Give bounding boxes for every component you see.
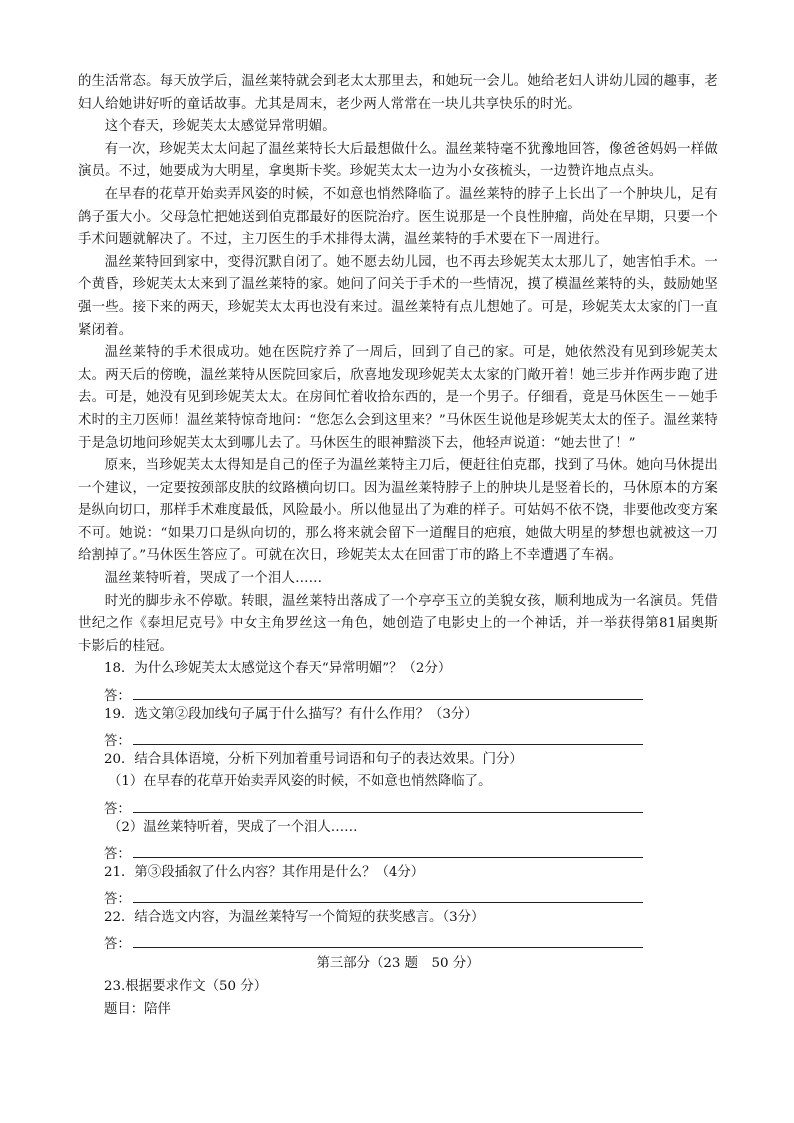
essay-title: 题目：陪伴 bbox=[104, 1001, 171, 1017]
answer-underline bbox=[133, 812, 643, 813]
reading-passage bbox=[78, 71, 718, 1021]
question-20: 20．结合具体语境，分析下列加着重号词语和句子的表达效果。门分） bbox=[104, 751, 523, 767]
answer-label: 答： bbox=[104, 937, 131, 953]
passage-paragraph: 温丝莱特听着，哭成了一个泪人…… bbox=[104, 571, 323, 587]
passage-paragraph: 有一次，珍妮芙太太问起了温丝莱特长大后最想做什么。温丝莱特毫不犹豫地回答，像爸爸妈妈一样做演员。不过，她要成为大明星，拿奥斯卡奖。珍妮芙太太一边为小女孩梳头，一边赞许地点点头。 bbox=[78, 141, 718, 180]
answer-label: 答： bbox=[104, 733, 131, 749]
answer-line[interactable] bbox=[78, 794, 718, 817]
question-18: 18．为什么珍妮芙太太感觉这个春天“异常明媚”？（2分） bbox=[104, 661, 452, 677]
answer-underline bbox=[133, 947, 643, 948]
answer-line[interactable] bbox=[78, 681, 718, 704]
answer-line[interactable] bbox=[78, 839, 718, 862]
essay-instruction: 23.根据要求作文（50 分） bbox=[104, 979, 268, 995]
passage-paragraph: 的生活常态。每天放学后，温丝莱特就会到老太太那里去，和她玩一会儿。她给老妇人讲幼儿园的趣事，老妇人给她讲好听的童话故事。尤其是周末，老少两人常常在一块儿共享快乐的时光。 bbox=[78, 74, 718, 112]
answer-underline bbox=[133, 857, 643, 858]
answer-line[interactable] bbox=[78, 930, 718, 953]
answer-line[interactable] bbox=[78, 726, 718, 749]
passage-paragraph: 时光的脚步永不停歇。转眼，温丝莱特出落成了一个亭亭玉立的美貌女孩，顺利地成为一名演员。凭借世纪之作《泰坦尼克号》中女主角罗丝这一角色，她创造了电影史上的一个神话，并一举获得第81届奥斯卡影后的桂冠。 bbox=[78, 593, 718, 654]
answer-underline bbox=[133, 699, 643, 700]
question-19: 19．选文第②段加线句子属于什么描写？有什么作用？（3分） bbox=[104, 706, 478, 722]
answer-label: 答： bbox=[104, 846, 131, 862]
passage-paragraph: 温丝莱特的手术很成功。她在医院疗养了一周后，回到了自己的家。可是，她依然没有见到珍妮芙太太。两天后的傍晚，温丝莱特从医院回家后，欣喜地发现珍妮芙太太家的门敞开着！她三步并作两步跑了进去。可是，她没有见到珍妮芙太太。在房间忙着收拾东西的，是一个男子。仔细看，竟是马休医生－－她手术时的主刀医师！温丝莱特惊奇地问：“您怎么会到这里来？”马休医生说他是珍妮芙太太的侄子。温丝莱特于是急切地问珍妮芙太太到哪儿去了。马休医生的眼神黯淡下去，他轻声说道：“她去世了！” bbox=[78, 345, 718, 451]
passage-paragraph: 温丝莱特回到家中，变得沉默自闭了。她不愿去幼儿园，也不再去珍妮芙太太那儿了，她害怕手术。一个黄昏，珍妮芙太太来到了温丝莱特的家。她问了问关于手术的一些情况，摸了模温丝莱特的头，鼓励她坚强一些。接下来的两天，珍妮芙太太再也没有来过。温丝莱特有点儿想她了。可是，珍妮芙太太家的门一直紧闭着。 bbox=[78, 254, 718, 338]
question-20-2: （2）温丝莱特听着，哭成了一个泪人…… bbox=[108, 819, 358, 835]
passage-paragraph: 这个春天，珍妮芙太太感觉异常明媚。 bbox=[104, 119, 336, 135]
answer-label: 答： bbox=[104, 801, 131, 817]
answer-label: 答： bbox=[104, 688, 131, 704]
answer-underline bbox=[133, 902, 643, 903]
section-title: 第三部分（23 题 50 分） bbox=[316, 956, 480, 972]
answer-label: 答： bbox=[104, 891, 131, 907]
question-22: 22．结合选文内容，为温丝莱特写一个简短的获奖感言。（3分） bbox=[104, 909, 485, 925]
passage-paragraph: 原来，当珍妮芙太太得知是自己的侄子为温丝莱特主刀后，便赶往伯克郡，找到了马休。她向马休提出一个建议，一定要按颈部皮肤的纹路横向切口。因为温丝莱特脖子上的肿块儿是竖着长的，马休原本的方案是纵向切口，那样手术难度最低，风险最小。所以他显出了为难的样子。可姑妈不依不饶，非要他改变方案不可。她说：“如果刀口是纵向切的，那么将来就会留下一道醒目的疤痕，她做大明星的梦想也就被这一刀给割掉了。”马休医生答应了。可就在次日，珍妮芙太太在回雷丁市的路上不幸遭遇了车祸。 bbox=[78, 458, 718, 564]
question-20-1: （1）在早春的花草开始卖弄风姿的时候，不如意也悄然降临了。 bbox=[108, 774, 492, 790]
answer-underline bbox=[133, 744, 643, 745]
question-21: 21．第③段插叙了什么内容？其作用是什么？（4分） bbox=[104, 864, 425, 880]
answer-line[interactable] bbox=[78, 884, 718, 907]
passage-paragraph: 在早春的花草开始卖弄风姿的时候，不如意也悄然降临了。温丝莱特的脖子上长出了一个肿块儿，足有鸽子蛋大小。父母急忙把她送到伯克郡最好的医院治疗。医生说那是一个良性肿瘤，尚处在早期，只要一个手术问题就解决了。不过，主刀医生的手术排得太满，温丝莱特的手术要在下一周进行。 bbox=[78, 186, 718, 248]
